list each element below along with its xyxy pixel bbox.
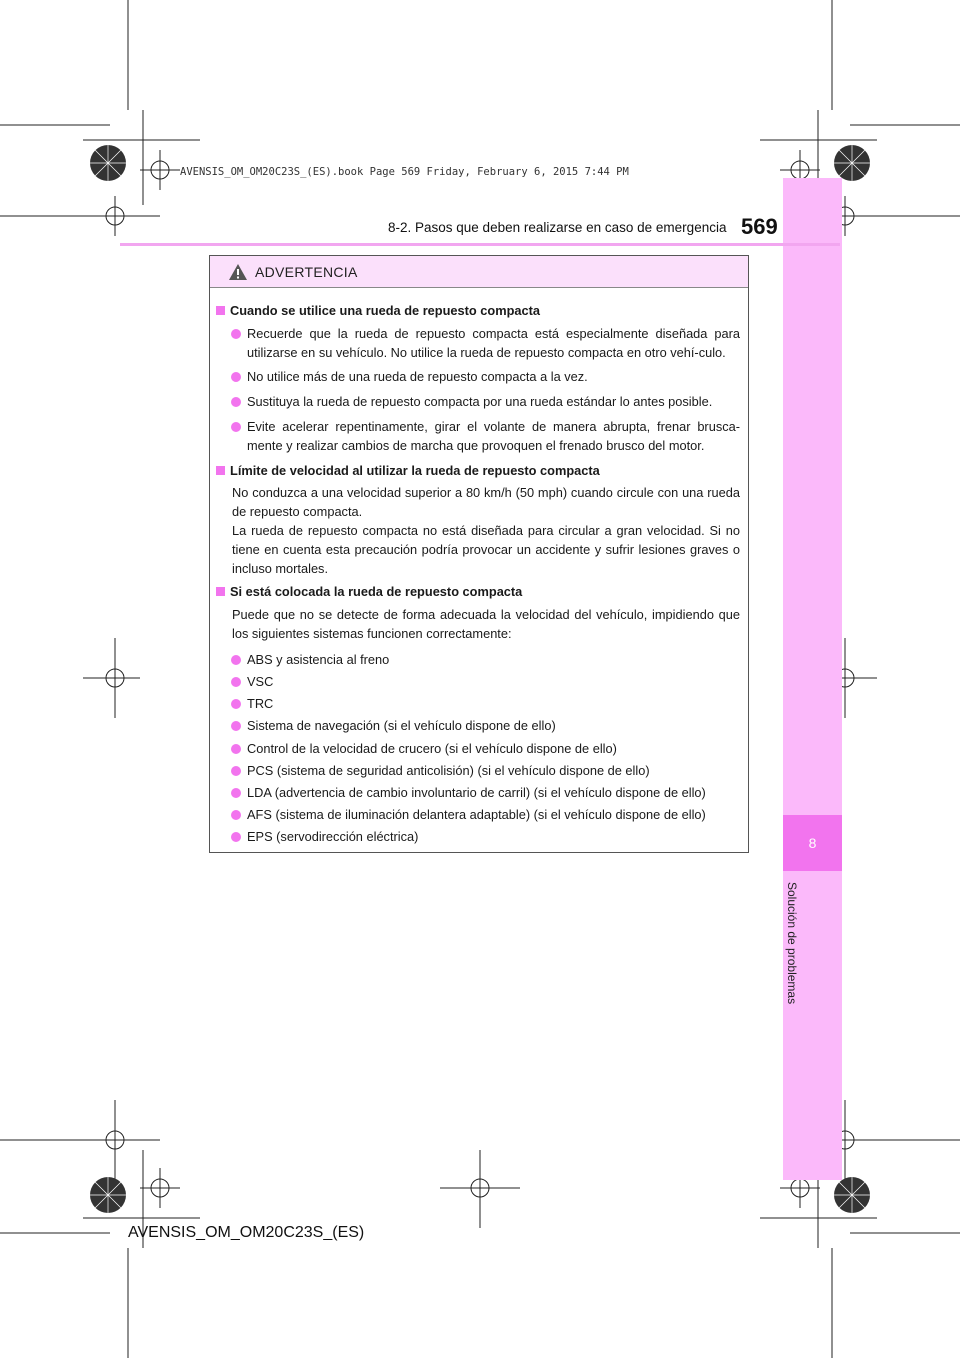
header-rule bbox=[120, 243, 840, 246]
warning-body bbox=[210, 288, 748, 847]
bullet-dot-icon bbox=[231, 788, 241, 798]
printer-stamp: AVENSIS_OM_OM20C23S_(ES).book Page 569 Friday, February 6, 2015 7:44 PM bbox=[180, 166, 629, 178]
list-item: No utilice más de una rueda de repuesto compacta a la vez. bbox=[216, 368, 740, 387]
bullet-dot-icon bbox=[231, 372, 241, 382]
chapter-label-text: Solución de problemas bbox=[785, 882, 799, 1005]
warning-triangle-icon bbox=[228, 263, 248, 281]
bullet-dot-icon bbox=[231, 721, 241, 731]
square-bullet-icon bbox=[216, 306, 225, 315]
warning-header bbox=[210, 256, 748, 288]
paragraph: La rueda de repuesto compacta no está diseñada para circular a gran velocidad. Si no tiene en cuenta esta precaución podría provocar un accidente y sufrir lesiones graves o incluso mortales. bbox=[232, 522, 740, 576]
list-item: VSC bbox=[216, 673, 740, 692]
warning-title: ADVERTENCIA bbox=[255, 264, 358, 280]
paragraph: No conduzca a una velocidad superior a 80 km/h (50 mph) cuando circule con una rueda de repuesto compacta. bbox=[232, 485, 740, 520]
footer-document-code: AVENSIS_OM_OM20C23S_(ES) bbox=[128, 1224, 365, 1241]
square-bullet-icon bbox=[216, 466, 225, 475]
bullet-dot-icon bbox=[231, 744, 241, 754]
bullet-dot-icon bbox=[231, 699, 241, 709]
list-item: Sistema de navegación (si el vehículo dispone de ello) bbox=[216, 717, 740, 736]
chapter-number-tab bbox=[783, 815, 842, 871]
bullet-dot-icon bbox=[231, 329, 241, 339]
list-item: ABS y asistencia al freno bbox=[216, 651, 740, 670]
list-item: AFS (sistema de iluminación delantera adaptable) (si el vehículo dispone de ello) bbox=[216, 806, 740, 825]
list-item: Sustituya la rueda de repuesto compacta por una rueda estándar lo antes posible. bbox=[216, 393, 740, 412]
list-item: Evite acelerar repentinamente, girar el volante de manera abrupta, frenar brusca-mente y realizar cambios de marcha que provoquen el frenado brusco del motor. bbox=[216, 418, 740, 456]
list-item: Control de la velocidad de crucero (si el vehículo dispone de ello) bbox=[216, 740, 740, 759]
list-item: PCS (sistema de seguridad anticolisión) (si el vehículo dispone de ello) bbox=[216, 762, 740, 781]
list-item: EPS (servodirección eléctrica) bbox=[216, 828, 740, 847]
chapter-label bbox=[785, 882, 805, 1022]
chapter-number: 8 bbox=[808, 835, 817, 851]
bullet-dot-icon bbox=[231, 397, 241, 407]
bullet-dot-icon bbox=[231, 655, 241, 665]
bullet-dot-icon bbox=[231, 832, 241, 842]
section-header-title: 8-2. Pasos que deben realizarse en caso de emergencia bbox=[388, 220, 727, 235]
bullet-dot-icon bbox=[231, 422, 241, 432]
list-item: TRC bbox=[216, 695, 740, 714]
section-title: Si está colocada la rueda de repuesto compacta bbox=[216, 583, 740, 602]
bullet-dot-icon bbox=[231, 810, 241, 820]
bullet-dot-icon bbox=[231, 766, 241, 776]
paragraph: Puede que no se detecte de forma adecuada la velocidad del vehículo, impidiendo que los siguientes sistemas funcionen correctamente: bbox=[232, 607, 740, 641]
bullet-dot-icon bbox=[231, 677, 241, 687]
list-item: LDA (advertencia de cambio involuntario de carril) (si el vehículo dispone de ello) bbox=[216, 784, 740, 803]
warning-box bbox=[209, 255, 749, 853]
chapter-side-tab bbox=[783, 178, 842, 1180]
page-number: 569 bbox=[741, 214, 778, 239]
square-bullet-icon bbox=[216, 587, 225, 596]
section-title: Límite de velocidad al utilizar la rueda de repuesto compacta bbox=[216, 462, 740, 481]
list-item: Recuerde que la rueda de repuesto compacta está especialmente diseñada para utilizarse en su vehículo. No utilice la rueda de repuesto compacta en otro vehí-culo. bbox=[216, 325, 740, 363]
section-title: Cuando se utilice una rueda de repuesto compacta bbox=[216, 302, 740, 321]
